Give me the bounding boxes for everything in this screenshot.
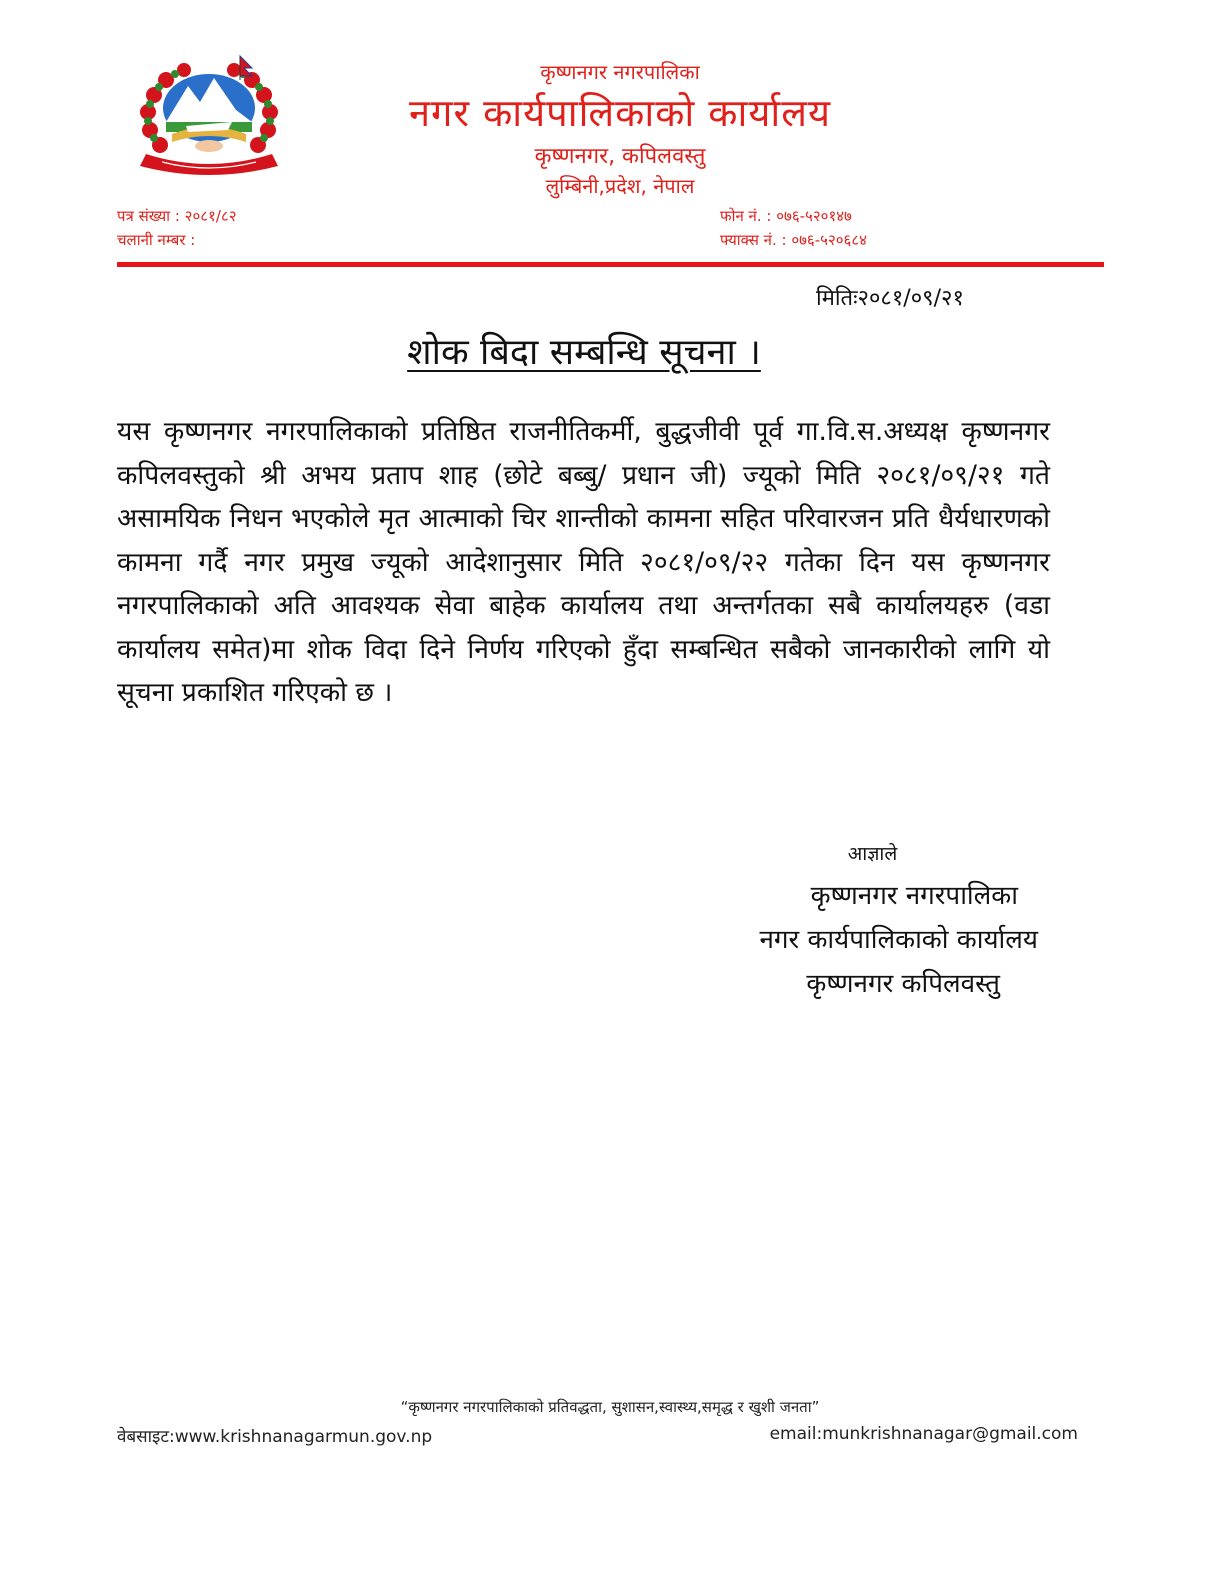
phone-number: फोन नं. : ०७६-५२०१४७ xyxy=(720,207,852,225)
signature-office: नगर कार्यपालिकाको कार्यालय xyxy=(759,925,1038,955)
office-title: नगर कार्यपालिकाको कार्यालय xyxy=(408,91,832,135)
footer-email: email:munkrishnanagar@gmail.com xyxy=(769,1424,1078,1444)
office-address: लुम्बिनी,प्रदेश, नेपाल xyxy=(545,174,695,198)
signature-location: कृष्णनगर कपिलवस्तु xyxy=(806,969,1000,999)
notice-title xyxy=(0,326,1168,375)
notice-body: यस कृष्णनगर नगरपालिकाको प्रतिष्ठित राजनीतिकर्मी, बुद्धजीवी पूर्व गा.वि.स.अध्यक्ष कृष्णनगर कपिलवस्तुको श्री अभय प्रताप शाह (छोटे बब्बु/ प्रधान जी) ज्यूको मिति २०८१/०९/२१ गते असामयिक निधन भएकोले मृत आत्माको चिर शान्तीको कामना सहित परिवारजन प्रति धैर्यधारणको कामना गर्दै नगर प्रमुख ज्यूको आदेशानुसार मिति २०८१/०९/२२ गतेका दिन यस कृष्णनगर नगरपालिकाको अति आवश्यक सेवा बाहेक कार्यालय तथा अन्तर्गतका सबै कार्यालयहरु (वडा कार्यालय समेत)मा शोक विदा दिने निर्णय गरिएको हुँदा सम्बन्धित सबैको जानकारीको लागि यो सूचना प्रकाशित गरिएको छ । xyxy=(117,416,1050,708)
notice-title-text: शोक बिदा सम्बन्धि सूचना । xyxy=(407,332,761,373)
notice-date: मितिः२०८१/०९/२१ xyxy=(816,286,964,311)
letter-number: पत्र संख्या : २०८१/८२ xyxy=(117,207,237,225)
signature-municipality: कृष्णनगर नगरपालिका xyxy=(810,881,1018,911)
header-divider xyxy=(117,262,1104,267)
signature-order: आज्ञाले xyxy=(847,843,898,865)
nepal-emblem-icon xyxy=(128,50,290,180)
dispatch-number: चलानी नम्बर : xyxy=(117,231,196,249)
fax-number: फ्याक्स नं. : ०७६-५२०६८४ xyxy=(720,231,867,249)
municipality-name: कृष्णनगर नगरपालिका xyxy=(540,60,700,84)
footer-slogan: “कृष्णनगर नगरपालिकाको प्रतिवद्धता, सुशासन,स्वास्थ्य,समृद्ध र खुशी जनता” xyxy=(400,1398,820,1416)
office-location: कृष्णनगर, कपिलवस्तु xyxy=(534,144,706,169)
footer-website: वेबसाइट:www.krishnanagarmun.gov.np xyxy=(117,1427,433,1447)
